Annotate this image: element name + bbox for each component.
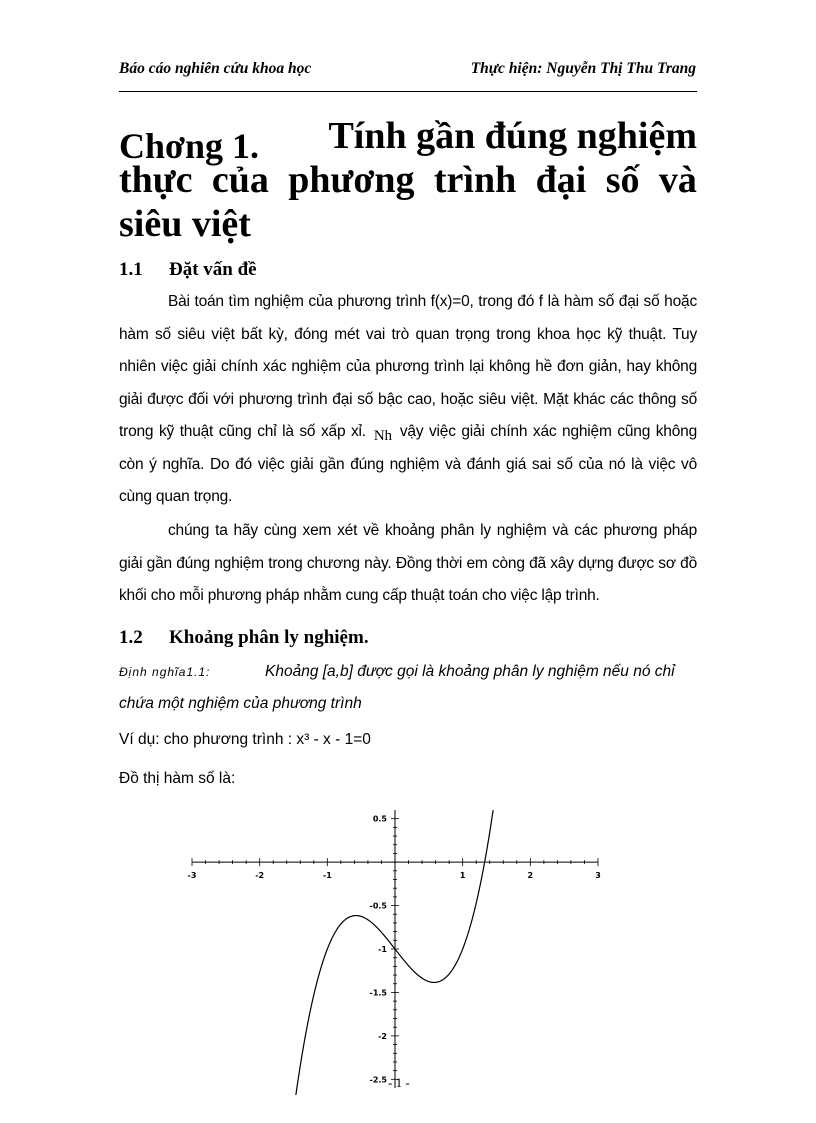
paragraph-intro: [119, 515, 697, 613]
section-number: 1.1: [119, 259, 143, 280]
y-tick-label: -2.5: [369, 1075, 387, 1085]
section-number: 1.2: [119, 627, 143, 648]
y-tick-label: -1.5: [369, 988, 387, 998]
paragraph-problem: [119, 286, 697, 514]
x-tick-label: 1: [459, 871, 466, 881]
chapter-title-line3: siêu việt: [119, 203, 251, 245]
chapter-title-word: thực: [119, 159, 193, 201]
x-tick-label: -1: [322, 871, 332, 881]
chapter-title-word: và: [658, 159, 697, 201]
chapter-title-word: trình: [433, 159, 517, 201]
chapter-title-word: đại: [535, 159, 587, 201]
x-tick-label: 2: [527, 871, 534, 881]
y-tick-label: -2: [378, 1031, 387, 1041]
function-curve: [295, 810, 493, 1095]
x-tick-label: -3: [187, 871, 197, 881]
header-rule: [119, 91, 697, 92]
section-title: Khoảng phân ly nghiệm.: [169, 627, 369, 648]
definition-text: Khoảng [a,b] được gọi là khoảng phân ly nghiệm nếu nó chỉ chứa một nghiệm của phương trình: [119, 663, 675, 712]
y-tick-label: -1: [378, 945, 387, 954]
chapter-title-line1: Tính gần đúng nghiệm: [328, 115, 697, 157]
paragraph-text: chúng ta hãy cùng xem xét về khoảng phân ly nghiệm và các phương pháp giải gần đúng nghiệm trong chương này. Đồng thời em còng đã xây dựng được sơ đồ khối cho mỗi phương pháp nhằm cung cấp thuật toán cho việc lập trình.: [119, 522, 697, 604]
y-tick-label: 0.5: [372, 814, 387, 824]
definition-block: [119, 656, 697, 720]
nh-fragment: Nh: [373, 428, 392, 444]
paragraph-text: vậy việc giải chính xác nghiệm cũng không còn ý nghĩa. Do đó việc giải gần đúng nghiệm và đánh giá sai số của nó là việc vô cùng quan trọng.: [119, 423, 697, 505]
chapter-number: Chơng 1.: [119, 126, 259, 166]
chapter-title-word: phương: [288, 159, 415, 201]
example-text: Ví dụ: cho phương trình : x³ - x - 1=0: [119, 731, 371, 748]
x-tick-label: -2: [255, 871, 265, 881]
chapter-heading: [119, 114, 697, 246]
section-heading-1-2: [119, 627, 369, 649]
function-graph: [180, 805, 610, 1095]
chapter-title-word: của: [211, 159, 269, 201]
definition-label: Định nghĩa1.1:: [119, 665, 211, 679]
paragraph-text: Bài toán tìm nghiệm của phương trình f(x)=0, trong đó f là hàm số đại số hoặc hàm số siêu việt bất kỳ, đóng mét vai trò quan trọng trong khoa học kỹ thuật. Tuy nhiên việc giải chính xác nghiệm của phương trình lại không hề đơn giản, hay không giải được đối với phương trình đại số bậc cao, hoặc siêu việt. Mặt khác các thông số trong kỹ thuật cũng chỉ là số xấp xỉ.: [119, 293, 697, 440]
graph-caption: Đồ thị hàm số là:: [119, 770, 236, 787]
x-tick-label: 3: [595, 871, 601, 881]
section-title: Đặt vấn đề: [169, 259, 257, 280]
page-number: - 1 -: [388, 1075, 410, 1090]
chapter-title-word: số: [605, 159, 640, 201]
header-author: Thực hiện: Nguyễn Thị Thu Trang: [470, 60, 696, 77]
section-heading-1-1: [119, 259, 257, 281]
header-title: Báo cáo nghiên cứu khoa học: [119, 60, 312, 77]
y-tick-label: -0.5: [369, 901, 387, 911]
